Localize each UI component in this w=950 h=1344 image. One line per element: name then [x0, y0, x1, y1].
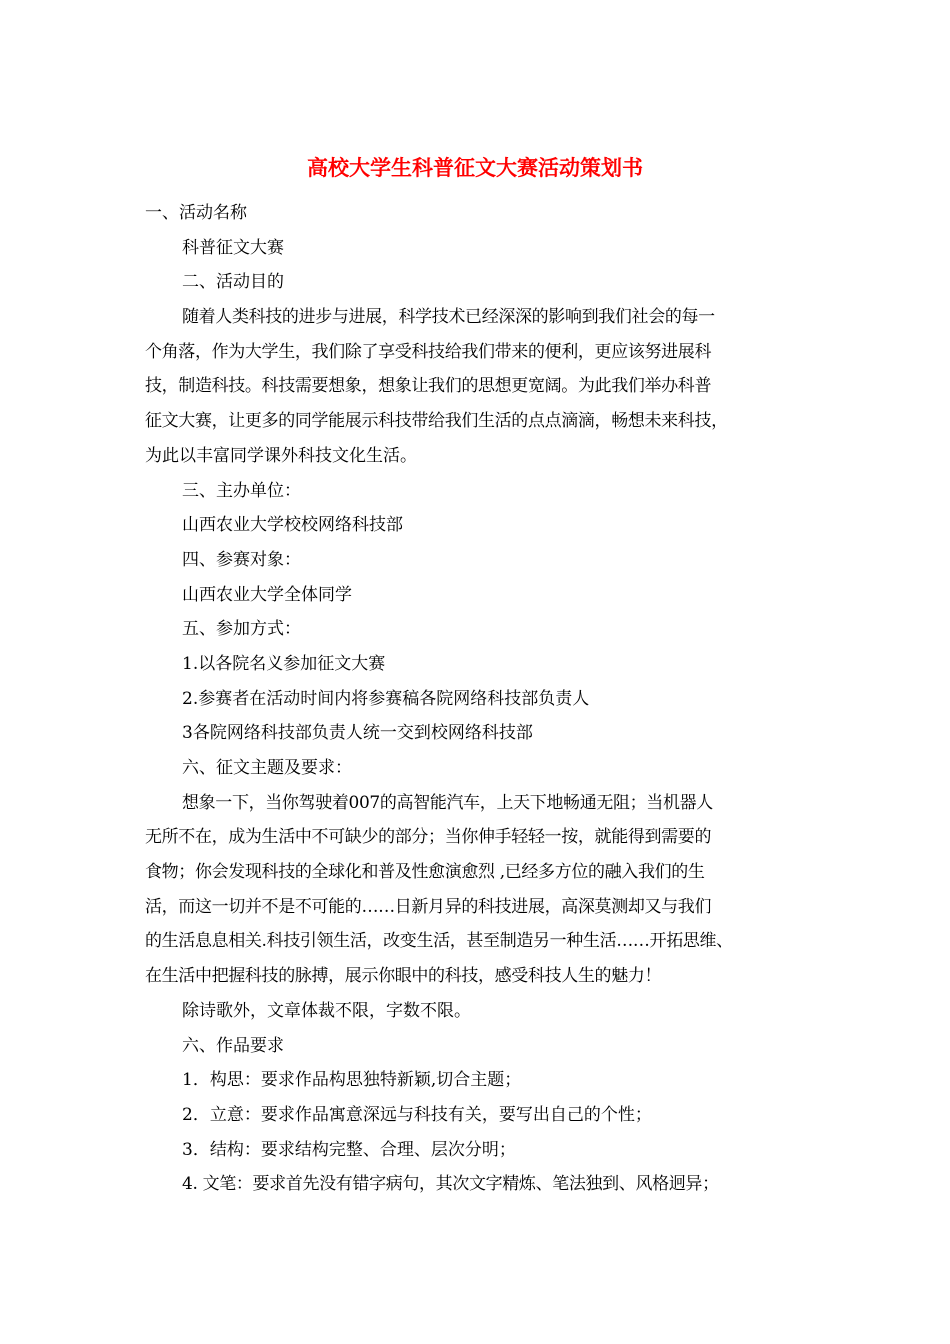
paragraph-line: 山西农业大学校校网络科技部	[182, 515, 403, 536]
paragraph-line: 除诗歌外，文章体裁不限，字数不限。	[182, 1000, 471, 1021]
document-title: 高校大学生科普征文大赛活动策划书	[307, 155, 643, 180]
paragraph-line: 的生活息息相关.科技引领生活，改变生活，甚至制造另一种生活……开拓思维、	[145, 931, 733, 952]
list-item: 2．立意：要求作品寓意深远与科技有关，要写出自己的个性；	[182, 1104, 652, 1125]
list-item: 4. 文笔：要求首先没有错字病句，其次文字精炼、笔法独到、风格迥异；	[182, 1174, 719, 1195]
paragraph-line: 个角落，作为大学生，我们除了享受科技给我们带来的便利，更应该努进展科	[145, 341, 712, 362]
paragraph-line: 随着人类科技的进步与进展，科学技术已经深深的影响到我们社会的每一	[182, 307, 715, 328]
list-item: 1.以各院名义参加征文大赛	[182, 653, 386, 674]
paragraph-line: 食物；你会发现科技的全球化和普及性愈演愈烈 ,已经多方位的融入我们的生	[145, 862, 705, 883]
section-heading: 四、参赛对象：	[182, 549, 301, 570]
paragraph-line: 想象一下，当你驾驶着007的高智能汽车，上天下地畅通无阻；当机器人	[182, 792, 713, 813]
section-heading: 三、主办单位：	[182, 480, 301, 501]
section-heading: 五、参加方式：	[182, 619, 301, 640]
section-heading: 六、征文主题及要求：	[182, 758, 352, 778]
paragraph-line: 为此以丰富同学课外科技文化生活。	[145, 445, 417, 466]
paragraph-line: 山西农业大学全体同学	[182, 584, 352, 605]
document-body	[145, 196, 817, 1202]
paragraph-line: 无所不在，成为生活中不可缺少的部分；当你伸手轻轻一按，就能得到需要的	[145, 827, 712, 848]
paragraph-line: 技，制造科技。科技需要想象，想象让我们的思想更宽阔。为此我们举办科普	[145, 376, 712, 397]
section-heading: 二、活动目的	[182, 272, 284, 293]
paragraph-line: 活，而这一切并不是不可能的……日新月异的科技进展，高深莫测却又与我们	[145, 896, 712, 917]
section-heading: 一、活动名称	[145, 203, 247, 223]
section-heading: 六、作品要求	[182, 1035, 284, 1056]
paragraph-line: 在生活中把握科技的脉搏，展示你眼中的科技，感受科技人生的魅力！	[145, 966, 662, 987]
paragraph-line: 征文大赛，让更多的同学能展示科技带给我们生活的点点滴滴，畅想未来科技，	[145, 411, 728, 432]
list-item: 3．结构：要求结构完整、合理、层次分明；	[182, 1139, 516, 1160]
list-item: 2.参赛者在活动时间内将参赛稿各院网络科技部负责人	[182, 688, 590, 709]
paragraph-line: 科普征文大赛	[182, 237, 284, 258]
list-item: 3各院网络科技部负责人统一交到校网络科技部	[182, 723, 533, 744]
list-item: 1．构思：要求作品构思独特新颖,切合主题；	[182, 1070, 522, 1091]
